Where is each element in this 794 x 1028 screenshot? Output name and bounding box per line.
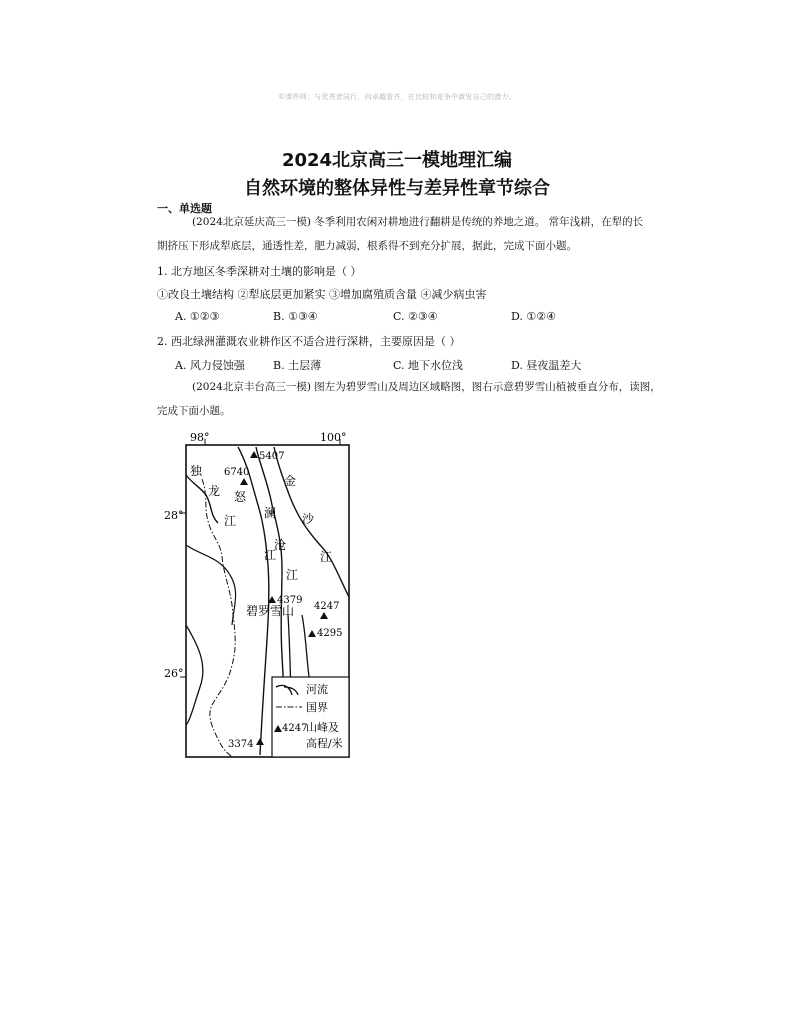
lon-label-98: 98° [190, 431, 210, 444]
river-char-long: 龙 [208, 484, 221, 498]
question-1-stem: 1. 北方地区冬季深耕对土壤的影响是（ ） [157, 265, 362, 278]
q2-option-a[interactable]: A. 风力侵蚀强 [175, 359, 245, 372]
legend-peak-label-2: 高程/米 [306, 737, 343, 750]
region-map [160, 425, 360, 765]
q2-option-b[interactable]: B. 土层薄 [273, 359, 322, 372]
q1-option-b[interactable]: B. ①③④ [273, 310, 318, 323]
peak-4295-icon [308, 630, 316, 637]
river-char-lan: 澜 [264, 506, 277, 520]
river-char-jiang-1: 江 [224, 514, 237, 528]
region-map-svg [160, 425, 360, 765]
q1-option-a[interactable]: A. ①②③ [175, 310, 220, 323]
peak-3374-icon [256, 738, 264, 745]
lat-label-26: 26° [164, 667, 184, 680]
legend-river-label: 河流 [306, 683, 328, 696]
legend-peak-sample: 4247 [282, 723, 308, 734]
river-char-cang: 沧 [274, 538, 287, 552]
river-char-jiang-2: 江 [264, 548, 277, 562]
peak-4247-label: 4247 [314, 601, 340, 612]
mountain-label: 碧罗雪山 [246, 604, 295, 618]
question-1-options [0, 310, 794, 326]
watermark-note: ©课件网：与优秀者同行，向卓越看齐，在比较和竞争中激发自己的潜力。 [278, 93, 516, 101]
q1-option-d[interactable]: D. ①②④ [511, 310, 557, 323]
west-tributary [186, 545, 236, 625]
passage-2-line-2: 完成下面小题。 [157, 405, 231, 417]
dulong-river [186, 475, 221, 523]
peak-3374-label: 3374 [228, 739, 254, 750]
paper-subtitle: 自然环境的整体异性与差异性章节综合 [244, 178, 550, 199]
small-river [302, 615, 310, 685]
legend-border-label: 国界 [306, 701, 328, 714]
peak-6740-label: 6740 [224, 467, 250, 478]
passage-1-line-2: 期挤压下形成犁底层，通透性差，肥力减弱，根系得不到充分扩展，据此，完成下面小题。 [157, 240, 577, 252]
lon-label-100: 100° [320, 431, 347, 444]
river-char-du: 独 [190, 464, 203, 478]
river-char-jiang-4: 江 [320, 550, 333, 564]
question-1-items: ①改良土壤结构 ②犁底层更加紧实 ③增加腐殖质含量 ④减少病虫害 [157, 288, 487, 301]
q2-option-d[interactable]: D. 昼夜温差大 [511, 359, 582, 372]
peak-4247-icon [320, 612, 328, 619]
peak-4379-label: 4379 [277, 595, 303, 606]
river-char-jin: 金 [284, 474, 297, 488]
q1-option-c[interactable]: C. ②③④ [393, 310, 438, 323]
peak-6740-icon [240, 478, 248, 485]
river-char-nu: 怒 [234, 490, 247, 504]
peak-4295-label: 4295 [317, 628, 343, 639]
lat-label-28: 28° [164, 509, 184, 522]
river-char-sha: 沙 [302, 512, 315, 526]
question-2-stem: 2. 西北绿洲灌溉农业耕作区不适合进行深耕，主要原因是（ ） [157, 335, 461, 348]
question-2-options [0, 357, 794, 373]
passage-1-line-1: (2024北京延庆高三一模) 冬季利用农闲对耕地进行翻耕是传统的养地之道。 常年浅耕，在犁的长 [192, 216, 644, 228]
q2-option-c[interactable]: C. 地下水位浅 [393, 359, 464, 372]
west-river [186, 625, 203, 725]
passage-2-line-1: (2024北京丰台高三一模) 图左为碧罗雪山及周边区域略图，图右示意碧罗雪山植被垂直分布，读图， [192, 381, 661, 393]
legend-peak-label-1: 山峰及 [306, 721, 339, 734]
peak-5407-label: 5407 [259, 451, 285, 462]
section-heading: 一、单选题 [157, 202, 212, 215]
river-char-jiang-3: 江 [286, 568, 299, 582]
paper-title: 2024北京高三一模地理汇编 [281, 150, 513, 171]
